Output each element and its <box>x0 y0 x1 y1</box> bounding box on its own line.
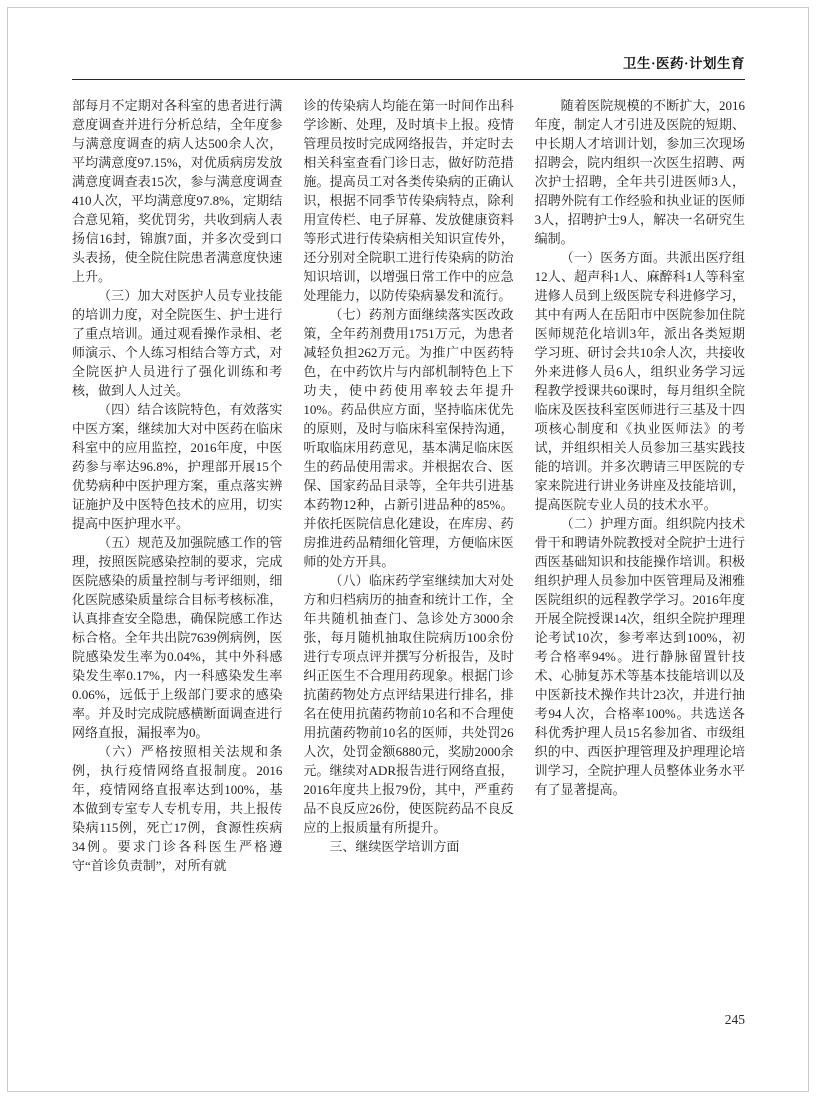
column-1 <box>72 96 282 875</box>
page-content <box>72 52 745 875</box>
header-rule <box>72 79 745 80</box>
paragraph: （七）药剂方面继续落实医改政策，全年药剂费用1751万元，为患者减轻负担262万元。为推广中医药特色，在中药饮片与内部机制特色上下功夫，使中药使用率较去年提升10%。药品供应方面，坚持临床优先的原则，及时与临床科室保持沟通，听取临床用药意见，基本满足临床医生的药品使用需求。并根据农合、医保、国家药品目录等，全年共引进基本药物12种，占新引进品种的85%。并依托医院信息化建设，在库房、药房推进药品精细化管理，方便临床医师的处方开具。 <box>303 307 514 569</box>
paragraph: （八）临床药学室继续加大对处方和归档病历的抽查和统计工作，全年共随机抽查门、急诊处方3000余张，每月随机抽取住院病历100余份进行专项点评并撰写分析报告，及时纠正医生不合理用药现象。根据门诊抗菌药物处方点评结果进行排名，排名在使用抗菌药物前10名和不合理使用抗菌药物前10名的医师，共处罚26人次，处罚金额6880元，奖励2000余元。继续对ADR报告进行网络直报，2016年度共上报79份，其中，严重药品不良反应26份，使医院药品不良反应的上报质量有所提升。 <box>303 573 514 835</box>
paragraph: 部每月不定期对各科室的患者进行满意度调查并进行分析总结，全年度参与满意度调查的病人达500余人次，平均满意度97.15%，对优质病房发放满意度调查表15次，参与满意度调查410人次，平均满意度97.8%，定期结合意见箱，奖优罚劣，共收到病人表扬信16封，锦旗7面，并多次受到口头表扬，使全院住院患者满意度快速上升。 <box>72 98 283 284</box>
column-3 <box>535 96 745 875</box>
paragraph: 诊的传染病人均能在第一时间作出科学诊断、处理，及时填卡上报。疫情管理员按时完成网络报告，并定时去相关科室查看门诊日志，做好防范措施。提高员工对各类传染病的正确认识，根据不同季节传染病特点，除利用宣传栏、电子屏幕、发放健康资料等形式进行传染病相关知识宣传外，还分别对全院职工进行传染病的防治知识培训，以增强日常工作中的应急处理能力，以防传染病暴发和流行。 <box>303 98 514 303</box>
column-2 <box>303 96 513 875</box>
section-heading: 三、继续医学培训方面 <box>329 839 460 854</box>
paragraph: （五）规范及加强院感工作的管理，按照医院感染控制的要求，完成医院感染的质量控制与考评细则，细化医院感染质量综合目标考核标准，认真排查安全隐患，确保院感工作达标合格。全年共出院7639例病例，医院感染发生率为0.04%，其中外科感染发生率0.17%，内一科感染发生率0.06%，远低于上级部门要求的感染率。并及时完成院感横断面调查进行网络直报，漏报率为0。 <box>72 535 283 740</box>
paragraph: （三）加大对医护人员专业技能的培训力度，对全院医生、护士进行了重点培训。通过观看操作录相、老师演示、个人练习相结合等方式，对全院医护人员进行了强化训练和考核，做到人人过关。 <box>72 288 283 398</box>
paragraph: （六）严格按照相关法规和条例，执行疫情网络直报制度。2016年，疫情网络直报率达到100%，基本做到专室专人专机专用，共上报传染病115例，死亡17例，食源性疾病34例。要求门诊各科医生严格遵守“首诊负责制”，对所有就 <box>72 744 283 873</box>
page-header <box>72 52 745 74</box>
paragraph: （二）护理方面。组织院内技术骨干和聘请外院教授对全院护士进行西医基础知识和技能操作培训。积极组织护理人员参加中医管理局及湘雅医院组织的远程教学学习。2016年度开展全院授课14次，组织全院护理理论考试10次，参考率达到100%，初考合格率94%。进行静脉留置针技术、心肺复苏术等基本技能培训以及中医新技术操作共计23次，并进行抽考94人次，合格率100%。共选送各科优秀护理人员15名参加省、市级组织的中、西医护理管理及护理理论培训学习，全院护理人员整体业务水平有了显著提高。 <box>534 516 745 797</box>
paragraph: （一）医务方面。共派出医疗组12人、超声科1人、麻醉科1人等科室进修人员到上级医院专科进修学习，其中有两人在岳阳市中医院参加住院医师规范化培训3年，派出各类短期学习班、研讨会共10余人次，共接收外来进修人员6人，组织业务学习远程教学授课共60课时，每月组织全院临床及医技科室医师进行三基及十四项核心制度和《执业医师法》的考试，并组织相关人员参加三基实践技能的培训。并多次聘请三甲医院的专家来院进行讲业务讲座及技能培训，提高医院专业人员的技术水平。 <box>534 250 745 512</box>
header-title: 卫生·医药·计划生育 <box>622 56 745 71</box>
text-columns <box>72 96 745 875</box>
paragraph: 随着医院规模的不断扩大，2016年度，制定人才引进及医院的短期、中长期人才培训计划，参加三次现场招聘会，院内组织一次医生招聘、两次护士招聘，全年共引进医师3人，招聘外院有工作经验和执业证的医师3人，招聘护士9人，解决一名研究生编制。 <box>534 98 745 246</box>
paragraph: （四）结合该院特色，有效落实中医方案，继续加大对中医药在临床科室中的应用监控，2016年度，中医药参与率达96.8%，护理部开展15个优势病种中医护理方案，重点落实辨证施护及中医特色技术的应用，切实提高中医护理水平。 <box>72 402 283 531</box>
page-number: 245 <box>724 1012 745 1027</box>
